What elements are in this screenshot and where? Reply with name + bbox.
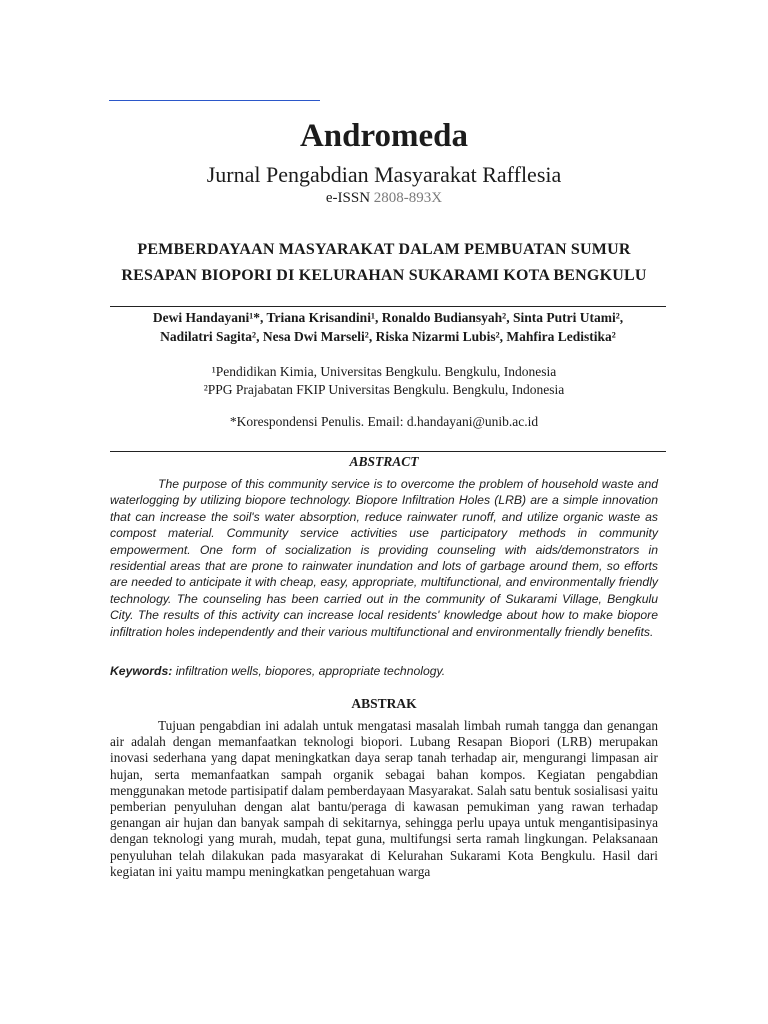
abstract-heading: ABSTRACT [349, 454, 419, 469]
abstrak-heading: ABSTRAK [351, 696, 417, 711]
authors-line-2: Nadilatri Sagita², Nesa Dwi Marseli², Riska Nizarmi Lubis², Mahfira Ledistika² [160, 329, 616, 344]
title-divider [110, 306, 666, 307]
issn-line [0, 190, 768, 207]
issn-label: e-ISSN [325, 190, 374, 206]
keywords-text: infiltration wells, biopores, appropriate technology. [172, 664, 446, 678]
authors-line-1: Dewi Handayani¹*, Triana Krisandini¹, Ronaldo Budiansyah², Sinta Putri Utami², [152, 310, 624, 325]
paper-title: PEMBERDAYAAN MASYARAKAT DALAM PEMBUATAN SUMUR RESAPAN BIOPORI DI KELURAHAN SUKARAMI KOTA BENGKULU [121, 241, 647, 284]
affiliation-2: ²PPG Prajabatan FKIP Universitas Bengkulu. Bengkulu, Indonesia [203, 382, 565, 397]
correspondence: *Korespondensi Penulis. Email: d.handayani@unib.ac.id [229, 414, 539, 429]
abstract-divider [110, 451, 666, 452]
abstract-text: The purpose of this community service is to overcome the problem of household waste and waterlogging by utilizing biopore technology. Biopore Infiltration Holes (LRB) are a simple innovation that can increase the soil's water absorption, reduce rainwater runoff, and utilize organic waste as compost material. Community service activities use participatory methods in community empowerment. One form of socialization is providing counseling with aids/demonstrators in residential areas that are prone to rainwater inundation and lots of garbage around them, so efforts are needed to anticipate it with cheap, easy, appropriate, multifunctional, and environmentally friendly technology. The counseling has been carried out in the community of Sukarami Village, Bengkulu City. The results of this activity can increase local residents' knowledge about how to make biopore infiltration holes independently and their various multifunctional and environmentally friendly benefits. [110, 477, 658, 639]
author-list [110, 308, 666, 346]
affiliation-1: ¹Pendidikan Kimia, Universitas Bengkulu. Bengkulu, Indonesia [211, 364, 557, 379]
header-link-underline[interactable] [109, 100, 320, 101]
issn-number: 2808-893X [373, 190, 443, 206]
keywords-label: Keywords: [110, 664, 173, 678]
abstrak-text: Tujuan pengabdian ini adalah untuk mengatasi masalah limbah rumah tangga dan genangan air adalah dengan memanfaatkan teknologi biopori. Lubang Resapan Biopori (LRB) merupakan inovasi sederhana yang dapat meningkatkan daya serap tanah terhadap air, mengurangi limpasan air hujan, serta memanfaatkan sampah organik sebagai bahan kompos. Kegiatan pengabdian menggunakan metode partisipatif dalam pemberdayaan Masyarakat. Salah satu bentuk sosialisasi yaitu pemberian penyuluhan dengan alat bantu/peraga di kawasan pemukiman yang rawan terhadap genangan air hujan dan banyak sampah di sekitarnya, sehingga perlu upaya untuk mengantisipasinya dengan teknologi yang murah, mudah, tepat guna, multifungsi serta ramah lingkungan. Pelaksanaan penyuluhan telah dilakukan pada masyarakat di Kelurahan Sukarami Kota Bengkulu. Hasil dari kegiatan ini yaitu mampu meningkatkan pengetahuan warga [110, 718, 658, 879]
journal-name: Andromeda [299, 118, 469, 154]
journal-subtitle: Jurnal Pengabdian Masyarakat Rafflesia [206, 162, 562, 187]
keywords-line [110, 664, 658, 678]
